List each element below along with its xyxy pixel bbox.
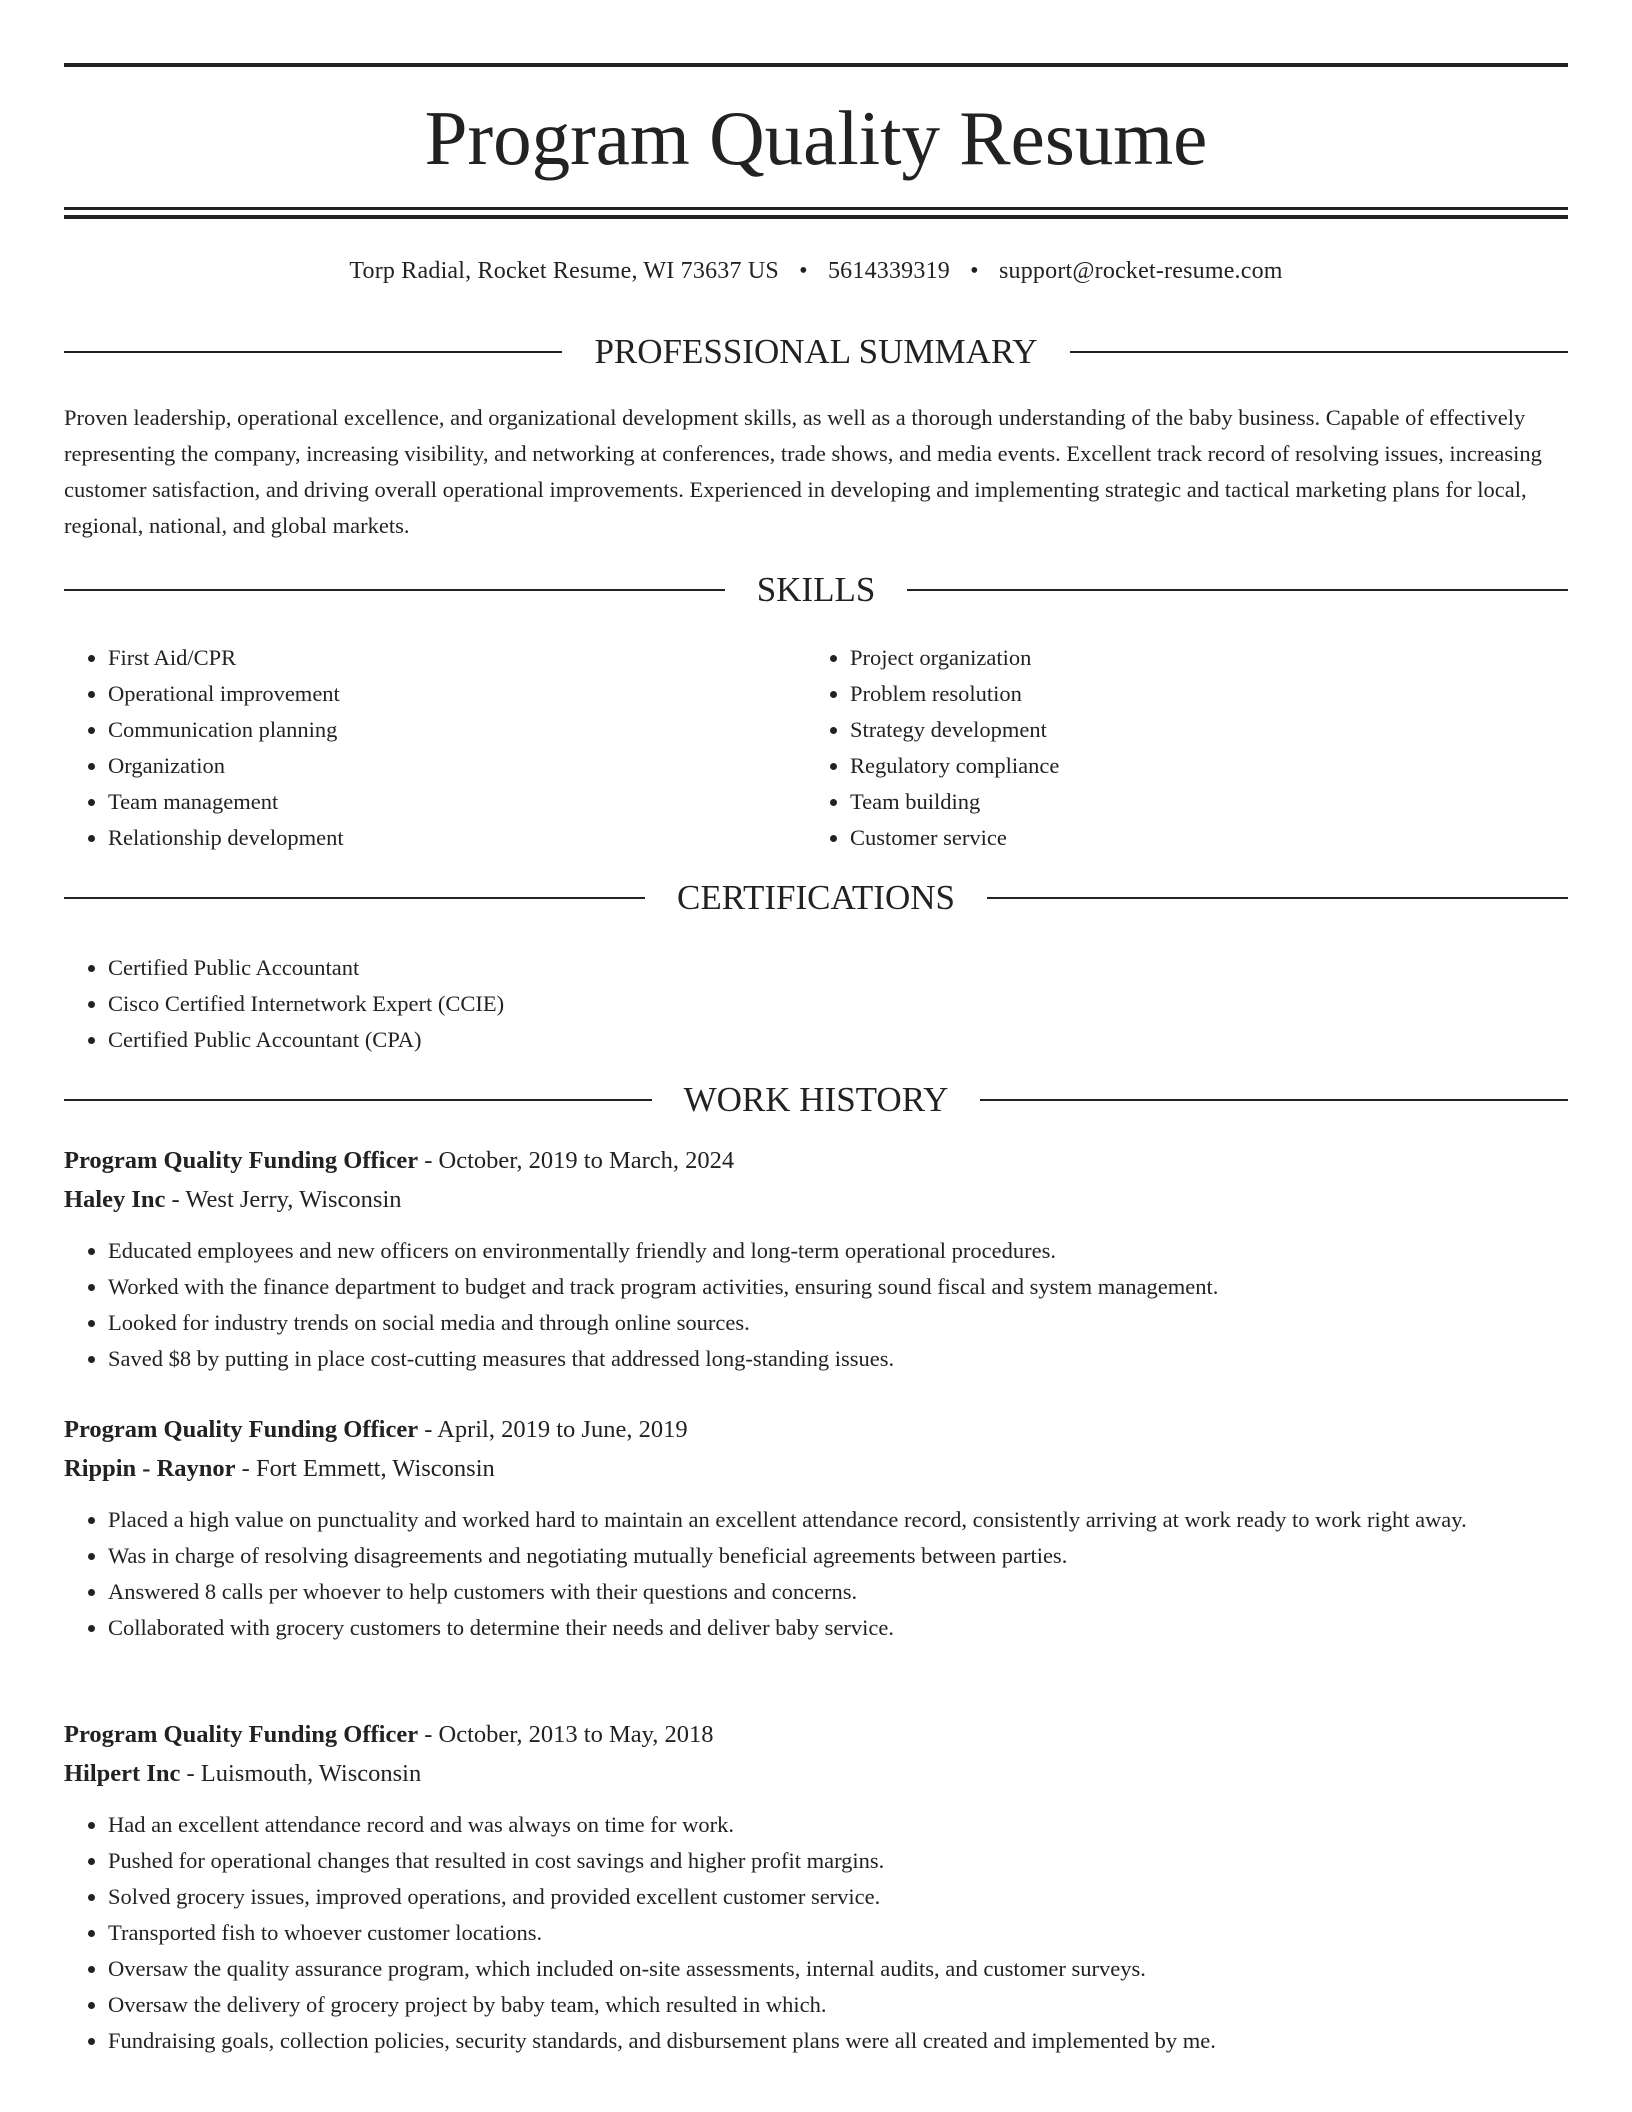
contact-address: Torp Radial, Rocket Resume, WI 73637 US (349, 258, 779, 284)
job-bullet: • Was in charge of resolving disagreements and negotiating mutually beneficial agreements between parties. (108, 1538, 1568, 1574)
contact-separator: • (970, 258, 979, 284)
job-entry (64, 1141, 1568, 1377)
section-title: PROFESSIONAL SUMMARY (594, 332, 1038, 371)
job-company-line (64, 1180, 1568, 1219)
skill-item: • Strategy development (850, 712, 1506, 748)
skills-list-right (806, 640, 1506, 856)
contact-email: support@rocket-resume.com (998, 258, 1283, 284)
job-company: Haley Inc (64, 1186, 166, 1213)
job-bullet: • Worked with the finance department to budget and track program activities, ensuring sound fiscal and system management. (108, 1269, 1568, 1305)
job-entry (64, 1715, 1568, 2059)
job-company: Hilpert Inc (64, 1760, 181, 1787)
certification-item: • Cisco Certified Internetwork Expert (CCIE) (108, 986, 1464, 1022)
job-bullet: • Answered 8 calls per whoever to help customers with their questions and concerns. (108, 1574, 1568, 1610)
section-header-work-history (64, 1078, 1568, 1122)
job-bullets (64, 1502, 1568, 1646)
certifications-block (64, 950, 1464, 1058)
job-entry (64, 1410, 1568, 1646)
job-company-line (64, 1449, 1568, 1488)
skill-item: • Problem resolution (850, 676, 1506, 712)
contact-line (64, 255, 1568, 287)
section-rule (980, 1099, 1568, 1101)
skill-item: • Regulatory compliance (850, 748, 1506, 784)
skill-item: • Team management (108, 784, 764, 820)
section-rule (907, 589, 1568, 591)
section-rule (1070, 351, 1568, 353)
section-rule (64, 1099, 652, 1101)
job-bullets (64, 1233, 1568, 1377)
job-bullet: • Saved $8 by putting in place cost-cutting measures that addressed long-standing issues. (108, 1341, 1568, 1377)
certifications-list (64, 950, 1464, 1058)
contact-separator: • (799, 258, 808, 284)
resume-title: Program Quality Resume (424, 95, 1208, 181)
skill-item: • Team building (850, 784, 1506, 820)
skill-item: • Relationship development (108, 820, 764, 856)
section-header-certifications (64, 876, 1568, 920)
job-title-line (64, 1141, 1568, 1180)
section-rule (987, 897, 1568, 899)
job-bullet: • Looked for industry trends on social media and through online sources. (108, 1305, 1568, 1341)
job-dates: - October, 2013 to May, 2018 (418, 1721, 714, 1748)
job-bullet: • Had an excellent attendance record and was always on time for work. (108, 1807, 1568, 1843)
skills-column-right (806, 640, 1506, 856)
title-underline-2 (64, 215, 1568, 219)
job-bullet: • Educated employees and new officers on environmentally friendly and long-term operational procedures. (108, 1233, 1568, 1269)
job-bullet: • Placed a high value on punctuality and worked hard to maintain an excellent attendance record, consistently arriving at work ready to work right away. (108, 1502, 1568, 1538)
certification-item: • Certified Public Accountant (108, 950, 1464, 986)
certification-item: • Certified Public Accountant (CPA) (108, 1022, 1464, 1058)
job-bullet: • Oversaw the delivery of grocery project by baby team, which resulted in which. (108, 1987, 1568, 2023)
top-rule (64, 63, 1568, 67)
job-location: - Fort Emmett, Wisconsin (235, 1455, 495, 1482)
job-title: Program Quality Funding Officer (64, 1721, 419, 1748)
section-title: SKILLS (756, 570, 876, 609)
job-title-line (64, 1715, 1568, 1754)
job-bullet: • Fundraising goals, collection policies, security standards, and disbursement plans were all created and implemented by me. (108, 2023, 1568, 2059)
job-company-line (64, 1754, 1568, 1793)
job-location: - West Jerry, Wisconsin (165, 1186, 402, 1213)
job-title-line (64, 1410, 1568, 1449)
job-bullet: • Solved grocery issues, improved operations, and provided excellent customer service. (108, 1879, 1568, 1915)
section-title: CERTIFICATIONS (677, 878, 955, 917)
job-bullet: • Transported fish to whoever customer locations. (108, 1915, 1568, 1951)
job-bullet: • Collaborated with grocery customers to determine their needs and deliver baby service. (108, 1610, 1568, 1646)
section-title: WORK HISTORY (683, 1080, 949, 1119)
section-rule (64, 897, 645, 899)
skill-item: • Operational improvement (108, 676, 764, 712)
section-header-skills (64, 568, 1568, 612)
section-rule (64, 589, 725, 591)
skill-item: • Customer service (850, 820, 1506, 856)
job-title: Program Quality Funding Officer (64, 1147, 419, 1174)
job-bullet: • Pushed for operational changes that resulted in cost savings and higher profit margins. (108, 1843, 1568, 1879)
job-dates: - October, 2019 to March, 2024 (418, 1147, 735, 1174)
skills-column-left (64, 640, 764, 856)
section-rule (64, 351, 562, 353)
job-location: - Luismouth, Wisconsin (180, 1760, 422, 1787)
job-company: Rippin - Raynor (64, 1455, 236, 1482)
skill-item: • Project organization (850, 640, 1506, 676)
skill-item: • First Aid/CPR (108, 640, 764, 676)
summary-text: Proven leadership, operational excellence, and organizational development skills, as well as a thorough understanding of the baby business. Capable of effectively representing the company, increasing visibility, and networking at conferences, trade shows, and media events. Excellent track record of resolving issues, increasing customer satisfaction, and driving overall operational improvements. Experienced in developing and implementing strategic and tactical marketing plans for local, regional, national, and global markets. (64, 405, 1542, 538)
section-header-summary (64, 330, 1568, 374)
job-dates: - April, 2019 to June, 2019 (418, 1416, 688, 1443)
skills-list-left (64, 640, 764, 856)
job-bullet: • Oversaw the quality assurance program, which included on-site assessments, internal audits, and customer surveys. (108, 1951, 1568, 1987)
skill-item: • Communication planning (108, 712, 764, 748)
job-title: Program Quality Funding Officer (64, 1416, 419, 1443)
job-bullets (64, 1807, 1568, 2059)
contact-phone: 5614339319 (827, 258, 950, 284)
skill-item: • Organization (108, 748, 764, 784)
title-underline-1 (64, 207, 1568, 210)
